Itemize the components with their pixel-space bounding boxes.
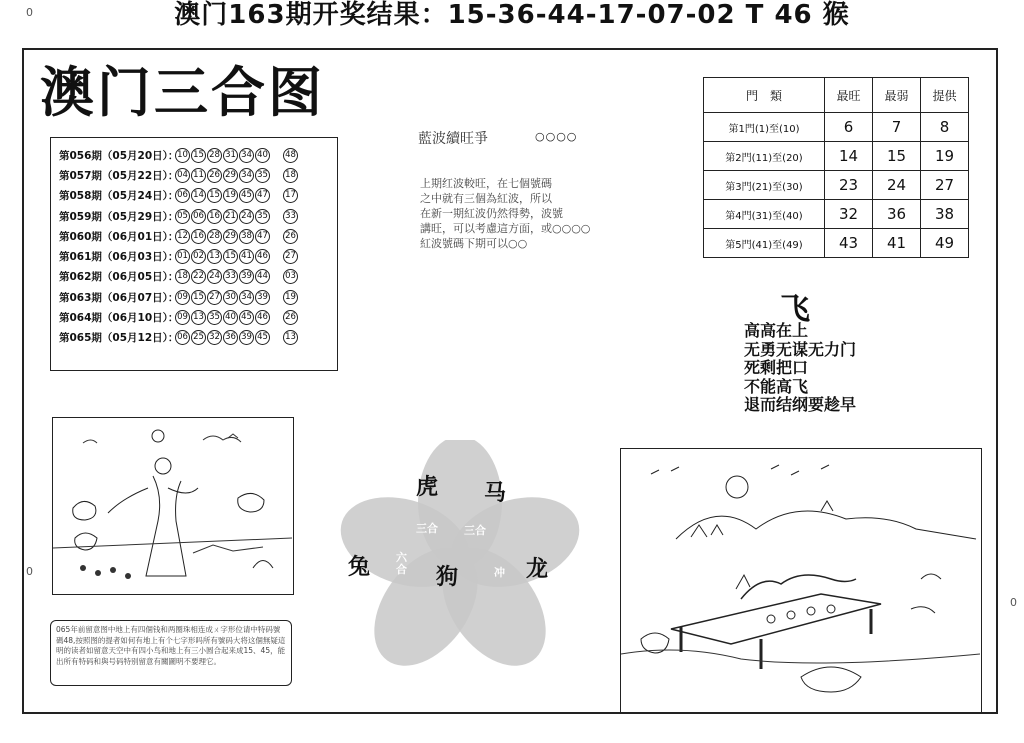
table-row [704,200,969,229]
number-ball: 46 [255,249,270,264]
segment-cell: 第4門(31)至(40) [704,200,825,229]
number-ball: 30 [223,290,238,305]
draw-label: 第059期（05月29日）： [59,210,179,223]
number-ball: 28 [207,229,222,244]
number-ball: 14 [191,188,206,203]
poem-line: 不能高飞 [744,376,809,396]
draw-row [59,186,331,206]
value-cell: 19 [921,142,969,171]
number-ball: 45 [255,330,270,345]
number-ball: 16 [207,209,222,224]
number-ball: 01 [175,249,190,264]
number-ball: 06 [175,330,190,345]
number-ball: 24 [207,269,222,284]
segment-cell: 第5門(41)至(49) [704,229,825,258]
special-ball: 19 [283,290,298,305]
number-ball: 06 [191,209,206,224]
value-cell: 32 [825,200,873,229]
fei-char: 飞 [780,292,810,327]
number-ball: 10 [175,148,190,163]
number-ball: 16 [191,229,206,244]
draw-label: 第062期（06月05日）： [59,271,179,284]
table-row [704,113,969,142]
number-ball: 13 [191,310,206,325]
number-ball: 18 [175,269,190,284]
number-ball: 15 [191,290,206,305]
number-ball: 34 [239,148,254,163]
value-cell: 36 [873,200,921,229]
number-ball: 11 [191,168,206,183]
number-ball: 39 [255,290,270,305]
value-cell: 43 [825,229,873,258]
tag-chong: 冲 [494,566,505,579]
number-ball: 31 [223,148,238,163]
number-ball: 45 [239,188,254,203]
segment-cell: 第3門(21)至(30) [704,171,825,200]
draw-row [59,307,331,327]
riddle-line: 上期红波較旺，在七個號碼 [420,177,552,190]
number-ball: 29 [223,229,238,244]
zodiac-tiger: 虎 [416,475,439,500]
table-header: 提供 [921,78,969,113]
number-ball: 13 [207,249,222,264]
number-ball: 41 [239,249,254,264]
number-ball: 09 [175,290,190,305]
number-ball: 34 [239,290,254,305]
draw-label: 第065期（05月12日）： [59,332,179,345]
number-ball: 19 [223,188,238,203]
number-ball: 12 [175,229,190,244]
value-cell: 6 [825,113,873,142]
special-ball: 17 [283,188,298,203]
number-ball: 27 [207,290,222,305]
number-ball: 39 [239,330,254,345]
riddle-text [420,176,640,251]
special-ball: 26 [283,310,298,325]
tag-sanhe: 三合 [464,524,486,537]
margin-mark: 0 [1010,596,1017,609]
special-ball: 13 [283,330,298,345]
value-cell: 14 [825,142,873,171]
number-ball: 29 [223,168,238,183]
draw-row [59,165,331,185]
number-ball: 38 [239,229,254,244]
table-header: 門 類 [704,78,825,113]
draw-row [59,145,331,165]
poem-line: 死剩把口 [744,358,809,377]
draw-row [59,287,331,307]
table-header: 最弱 [873,78,921,113]
number-ball: 04 [175,168,190,183]
number-ball: 36 [223,330,238,345]
number-ball: 35 [255,168,270,183]
table-header: 最旺 [825,78,873,113]
special-ball: 26 [283,229,298,244]
draw-label: 第064期（06月10日）： [59,312,179,325]
value-cell: 27 [921,171,969,200]
poem-line: 高高在上 [744,321,809,340]
value-cell: 38 [921,200,969,229]
segment-cell: 第1門(1)至(10) [704,113,825,142]
draw-history-box [50,137,338,371]
zodiac-rabbit: 兔 [348,555,371,580]
special-ball: 33 [283,209,298,224]
tag-liuhe: 六合 [396,551,407,576]
riddle-line: 紅波號碼下期可以○○ [420,237,528,250]
draw-row [59,267,331,287]
draw-label: 第056期（05月20日）： [59,149,179,162]
number-ball: 45 [239,310,254,325]
zodiac-dragon: 龙 [526,557,549,582]
value-cell: 8 [921,113,969,142]
zodiac-flower [330,440,590,680]
special-ball: 48 [283,148,298,163]
number-ball: 40 [223,310,238,325]
number-ball: 47 [255,229,270,244]
draw-label: 第057期（05月22日）： [59,169,179,182]
number-ball: 24 [239,209,254,224]
draw-label: 第061期（06月03日）： [59,251,179,264]
value-cell: 49 [921,229,969,258]
poem-line: 无勇无谋无力门 [744,339,857,359]
draw-label: 第060期（06月01日）： [59,230,179,243]
number-ball: 05 [175,209,190,224]
value-cell: 15 [873,142,921,171]
draw-label: 第063期（06月07日）： [59,291,179,304]
value-cell: 24 [873,171,921,200]
number-ball: 32 [207,330,222,345]
draw-row [59,328,331,348]
riddle-line: 講旺，可以考慮這方面，或○○○○ [420,222,591,235]
blue-wave-balls: ○○○○ [535,130,578,143]
number-ball: 44 [255,269,270,284]
margin-mark: 0 [26,6,33,19]
number-ball: 15 [223,249,238,264]
margin-mark: 0 [26,565,33,578]
number-ball: 21 [223,209,238,224]
number-ball: 33 [223,269,238,284]
header-title: 澳门163期开奖结果：15-36-44-17-07-02 T 46 猴 [174,0,850,30]
illustration-fox [620,448,982,714]
zodiac-horse: 马 [484,481,507,506]
riddle-line: 在新一期紅波仍然得勢，波號 [420,207,563,220]
draw-label: 第058期（05月24日）： [59,190,179,203]
number-ball: 15 [191,148,206,163]
special-ball: 27 [283,249,298,264]
special-ball: 18 [283,168,298,183]
illustration-lady [52,417,294,595]
note-box: 065年前留意图中地上有四個钱和两圈珠相连成ㄨ字形位请中特码號碼48,按照图的提者如何有地上有个七字形吗所有號码大将这個無疑這明的读者如留意天空中有四小鸟和地上有三小圆合起来成15、45，能出所有特码和與号码特别留意有關圖明不要理它。 [50,620,292,686]
number-ball: 47 [255,188,270,203]
value-cell: 7 [873,113,921,142]
number-ball: 28 [207,148,222,163]
number-ball: 15 [207,188,222,203]
poem-line: 退而结纲要趁早 [744,395,857,414]
number-ball: 09 [175,310,190,325]
segment-cell: 第2門(11)至(20) [704,142,825,171]
number-ball: 39 [239,269,254,284]
number-ball: 26 [207,168,222,183]
value-cell: 41 [873,229,921,258]
draw-row [59,246,331,266]
value-cell: 23 [825,171,873,200]
table-row [704,229,969,258]
number-ball: 35 [255,209,270,224]
fei-poem [744,322,856,415]
draw-row [59,226,331,246]
zodiac-dog: 狗 [436,565,459,590]
lady-drawing [53,418,292,593]
number-ball: 34 [239,168,254,183]
number-ball: 22 [191,269,206,284]
number-ball: 35 [207,310,222,325]
fox-drawing [621,449,980,712]
number-ball: 46 [255,310,270,325]
table-row [704,171,969,200]
brand-title: 澳门三合图 [40,61,325,124]
number-ball: 25 [191,330,206,345]
draw-row [59,206,331,226]
number-ball: 02 [191,249,206,264]
segment-table [703,77,969,258]
special-ball: 03 [283,269,298,284]
riddle-line: 之中就有三個為紅波，所以 [420,192,552,205]
table-row [704,142,969,171]
number-ball: 40 [255,148,270,163]
number-ball: 06 [175,188,190,203]
blue-wave-title: 藍波續旺爭 [418,131,488,147]
tag-sanhe: 三合 [416,522,438,535]
